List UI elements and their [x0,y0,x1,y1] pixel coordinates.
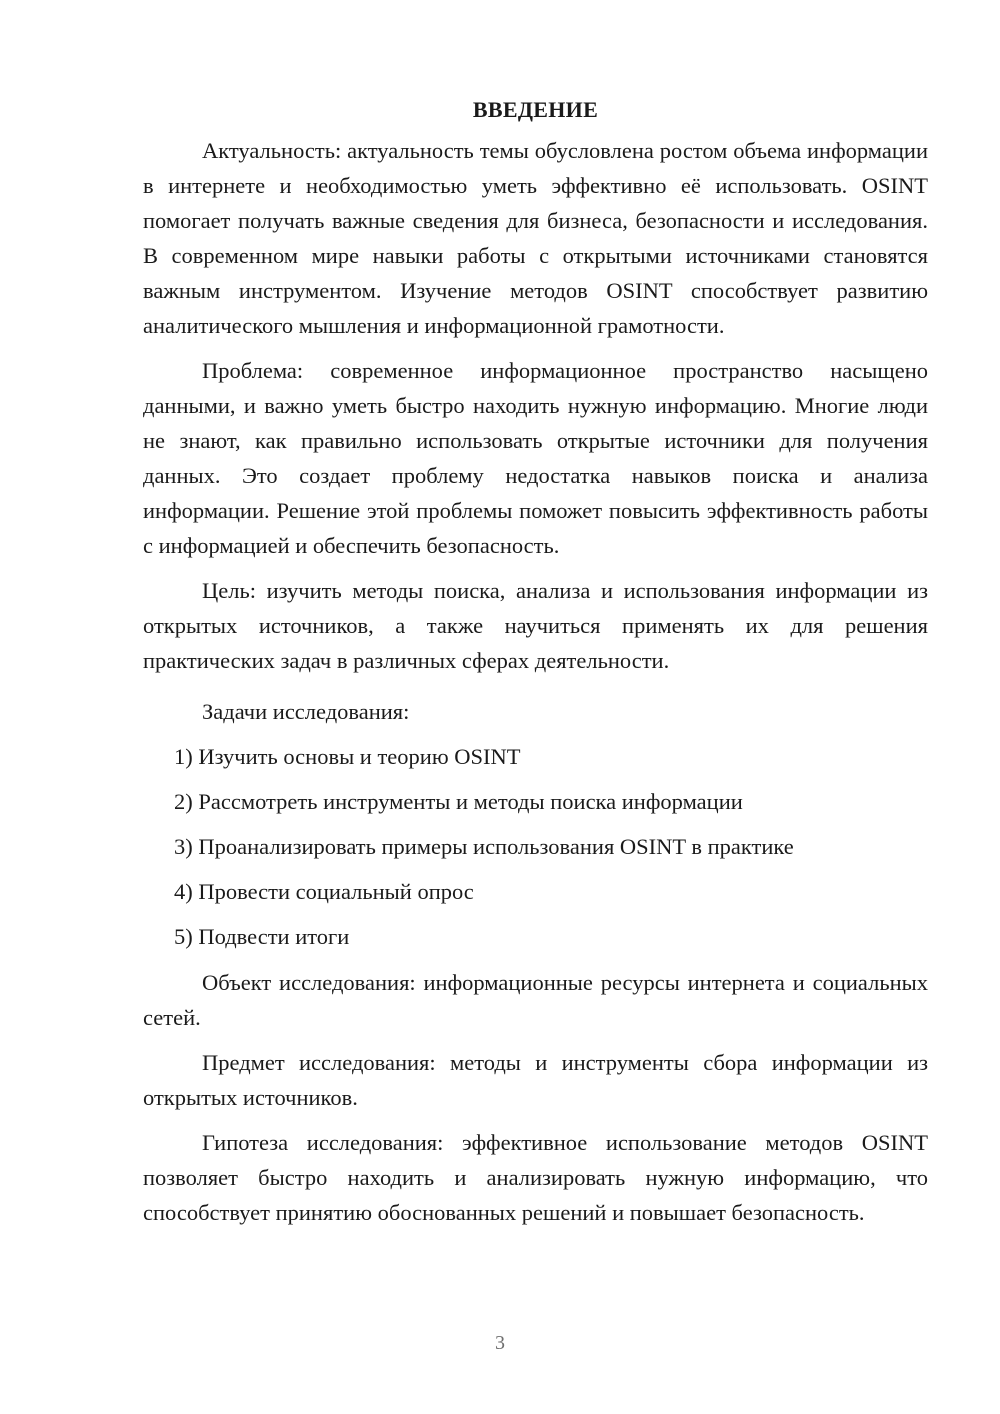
paragraph-relevance: Актуальность: актуальность темы обусловлена ростом объема информации в интернете и необходимостью уметь эффективно её использовать. OSINT помогает получать важные сведения для бизнеса, безопасности и исследования. В современном мире навыки работы с открытыми источниками становятся важным инструментом. Изучение методов OSINT способствует развитию аналитического мышления и информационной грамотности. [143,138,928,338]
list-item: 1) Изучить основы и теорию OSINT [174,744,521,769]
paragraph-subject: Предмет исследования: методы и инструменты сбора информации из открытых источников. [143,1050,928,1110]
list-item: 3) Проанализировать примеры использования OSINT в практике [174,834,794,859]
page-number: 3 [495,1332,505,1354]
task-list [143,739,928,954]
paragraph-goal: Цель: изучить методы поиска, анализа и использования информации из открытых источников, а также научиться применять их для решения практических задач в различных сферах деятельности. [143,578,928,673]
paragraph-hypothesis: Гипотеза исследования: эффективное использование методов OSINT позволяет быстро находить и анализировать нужную информацию, что способствует принятию обоснованных решений и повышает безопасность. [143,1130,928,1225]
paragraph-problem: Проблема: современное информационное пространство насыщено данными, и важно уметь быстро находить нужную информацию. Многие люди не знают, как правильно использовать открытые источники для получения данных. Это создает проблему недостатка навыков поиска и анализа информации. Решение этой проблемы поможет повысить эффективность работы с информацией и обеспечить безопасность. [143,358,928,558]
list-item: 5) Подвести итоги [174,924,350,949]
document-title: ВВЕДЕНИЕ [472,97,599,122]
tasks-heading: Задачи исследования: [202,699,410,724]
paragraph-object: Объект исследования: информационные ресурсы интернета и социальных сетей. [143,970,928,1030]
list-item: 2) Рассмотреть инструменты и методы поиска информации [174,789,743,814]
list-item: 4) Провести социальный опрос [174,879,474,904]
document-page [143,92,928,1240]
